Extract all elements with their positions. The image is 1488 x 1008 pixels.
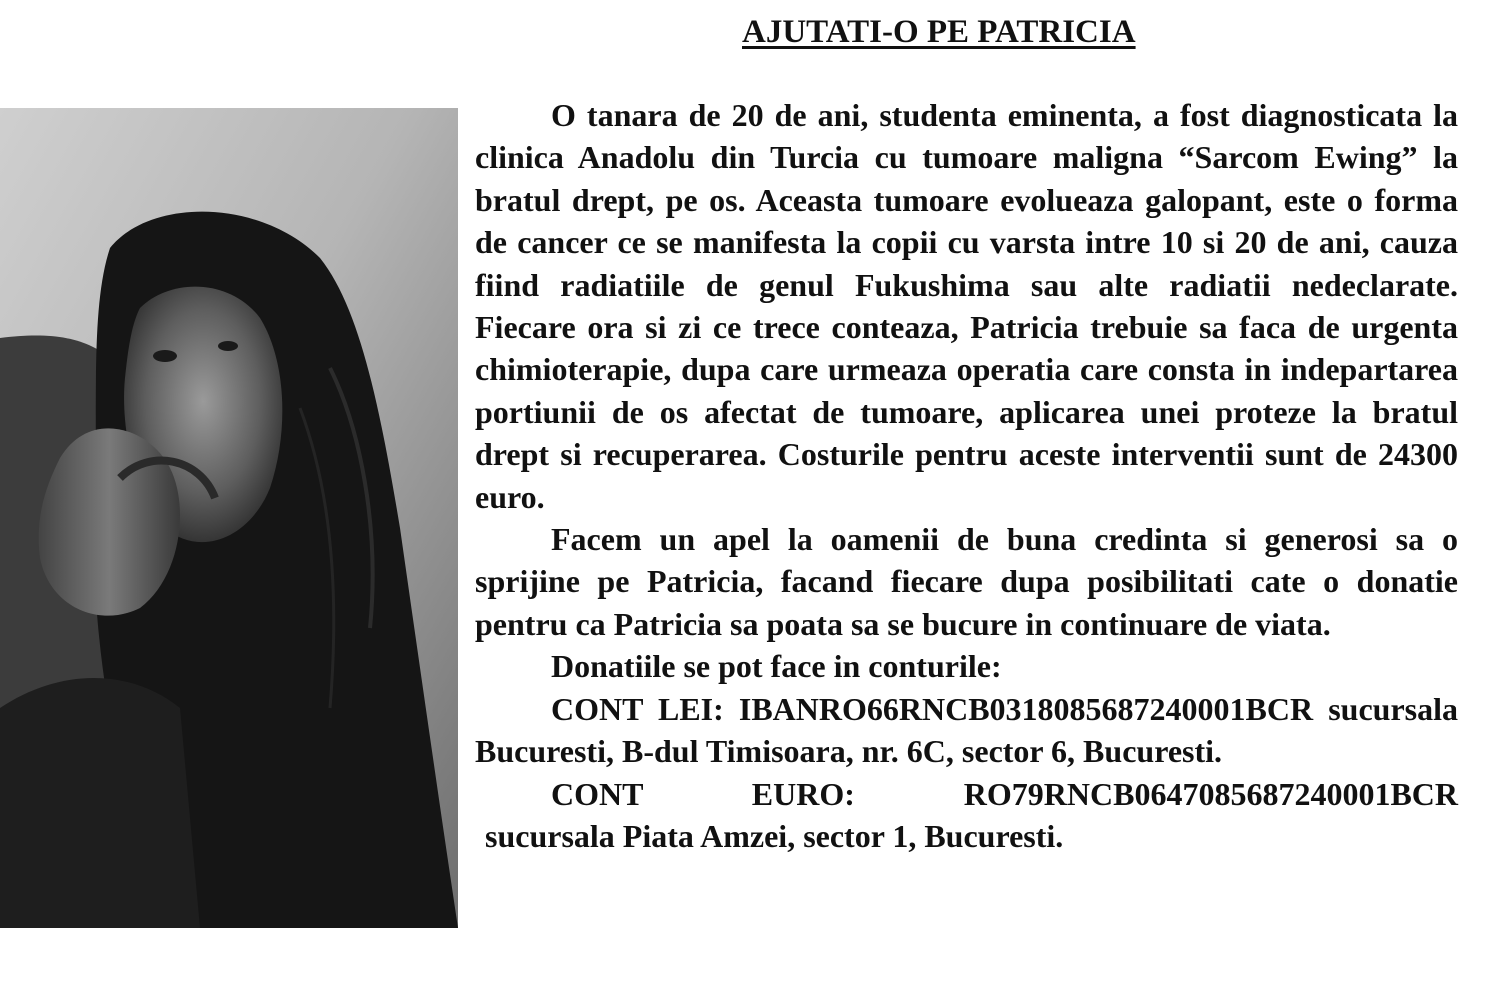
- paragraph-cont-lei: CONT LEI: IBANRO66RNCB0318085687240001BCR sucursala Bucuresti, B-dul Timisoara, nr. 6C, sector 6, Bucuresti.: [475, 690, 1458, 770]
- paragraph-donations-intro: Donatiile se pot face in conturile:: [551, 648, 1002, 685]
- patricia-photo: [0, 108, 458, 928]
- appeal-body: [475, 94, 1458, 857]
- page-title: AJUTATI-O PE PATRICIA: [742, 14, 1136, 50]
- paragraph-euro-branch: sucursala Piata Amzei, sector 1, Bucuresti.: [485, 817, 1064, 854]
- paragraph-appeal: Facem un apel la oamenii de buna credinta si generosi sa o sprijine pe Patricia, facand fiecare dupa posibilitati cate o donatie pentru ca Patricia sa poata sa se bucure in continuare de viata.: [475, 521, 1458, 642]
- paragraph-cont-euro: CONT EURO: RO79RNCB0647085687240001BCR: [551, 775, 1458, 812]
- paragraph-diagnosis: O tanara de 20 de ani, studenta eminenta, a fost diagnosticata la clinica Anadolu din Turcia cu tumoare maligna “Sarcom Ewing” la bratul drept, pe os. Aceasta tumoare evolueaza galopant, este o forma de cancer ce se manifesta la copii cu varsta intre 10 si 20 de ani, cauza fiind radiatiile de genul Fukushima sau alte radiatii nedeclarate. Fiecare ora si zi ce trece conteaza, Patricia trebuie sa faca de urgenta chimioterapie, dupa care urmeaza operatia care consta in indepartarea portiunii de os afectat de tumoare, aplicarea unei proteze la bratul drept si recuperarea. Costurile pentru aceste interventii sunt de 24300 euro.: [475, 97, 1458, 515]
- portrait-image: [0, 108, 458, 928]
